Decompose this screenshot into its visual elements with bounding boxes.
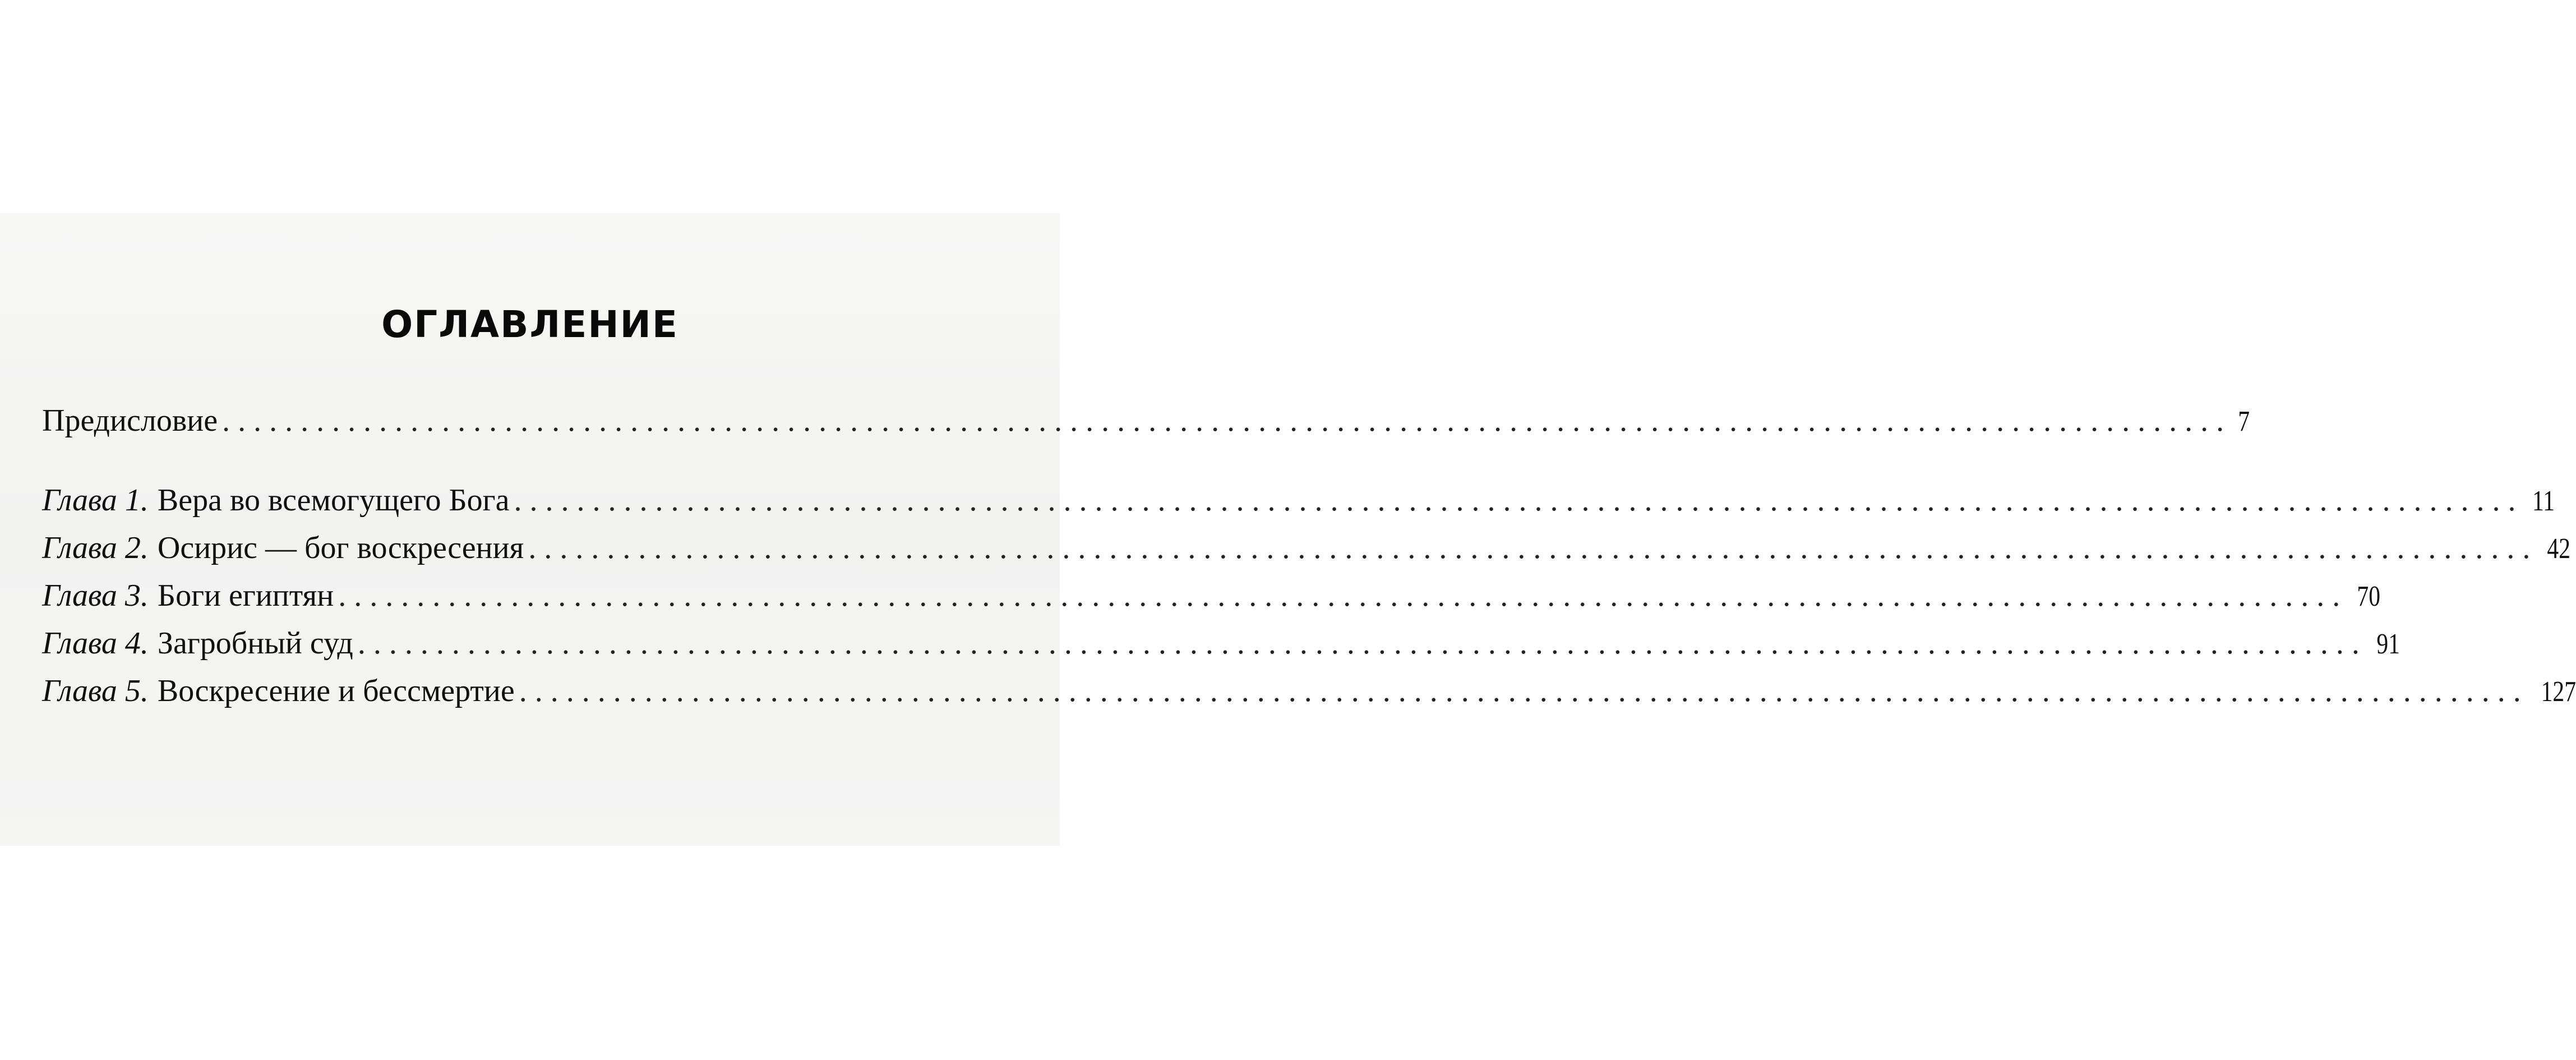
- toc-entry-chapter-2: [42, 526, 2571, 570]
- dot-leader: ................................................................................................................................: [528, 531, 2538, 565]
- toc-chapter-label: Глава 3.: [42, 578, 149, 613]
- toc-chapter-label: Глава 2.: [42, 531, 149, 565]
- toc-chapter-label: Глава 1.: [42, 483, 149, 518]
- dot-leader: ................................................................................................................................: [222, 403, 2232, 438]
- toc-page-number: 7: [2238, 405, 2250, 437]
- toc-entry-title: Предисловие: [42, 403, 218, 438]
- dot-leader: ................................................................................................................................: [514, 483, 2524, 518]
- toc-entry-preface: [42, 398, 2250, 443]
- toc-page-number: 42: [2547, 533, 2571, 565]
- dot-leader: ................................................................................................................................: [519, 674, 2529, 708]
- toc-page-number: 70: [2357, 580, 2381, 612]
- dot-leader: ................................................................................................................................: [357, 626, 2367, 661]
- toc-entry-title: Осирис — бог воскресения: [157, 531, 524, 565]
- toc-chapter-label: Глава 5.: [42, 674, 149, 708]
- toc-entry-title: Воскресение и бессмертие: [157, 674, 515, 708]
- toc-page-number: 11: [2532, 485, 2555, 517]
- toc-page-number: 127: [2541, 676, 2576, 708]
- toc-page-number: 91: [2376, 628, 2400, 660]
- toc-entry-chapter-5: [42, 669, 2576, 713]
- toc-entry-title: Загробный суд: [157, 626, 353, 661]
- toc-entry-chapter-3: [42, 573, 2381, 618]
- toc-entry-title: Вера во всемогущего Бога: [157, 483, 510, 518]
- toc-title: ОГЛАВЛЕНИЕ: [381, 303, 678, 346]
- toc-entry-chapter-4: [42, 621, 2400, 666]
- dot-leader: ................................................................................................................................: [338, 578, 2348, 613]
- toc-entry-title: Боги египтян: [157, 578, 334, 613]
- toc-chapter-label: Глава 4.: [42, 626, 149, 661]
- toc-entry-chapter-1: [42, 478, 2555, 523]
